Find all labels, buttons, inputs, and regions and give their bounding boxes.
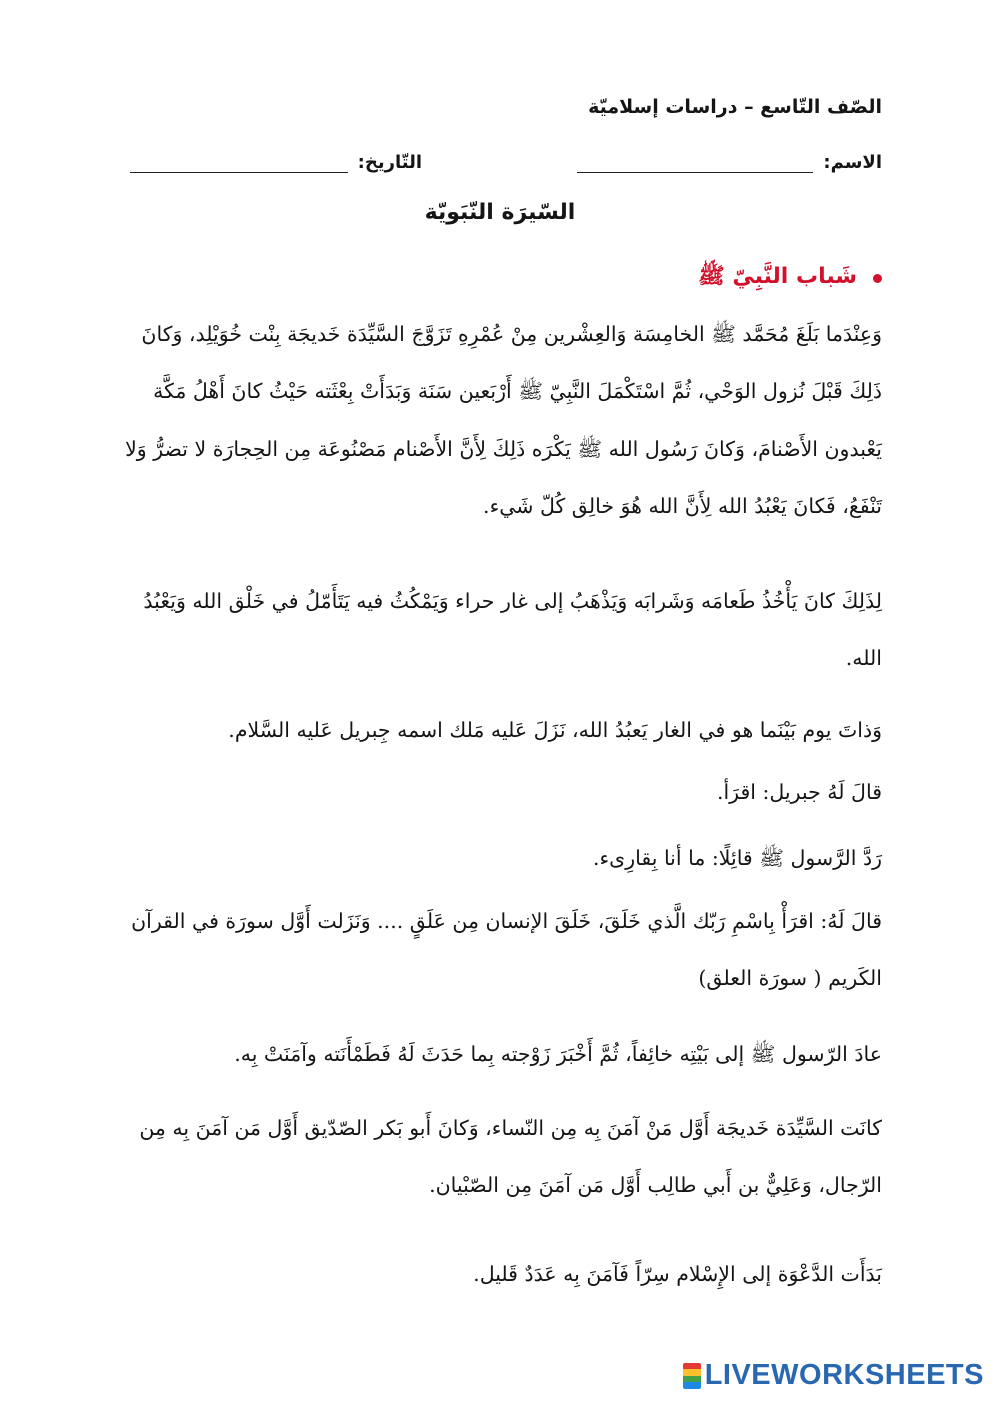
page-title: السّيرَة النّبَويّة: [424, 200, 576, 225]
name-input-line[interactable]: [577, 150, 813, 173]
liveworksheets-logo: [683, 1359, 984, 1392]
section-heading: [698, 262, 882, 294]
worksheet-header-title: الصّف التّاسع – دراسات إسلاميّة: [588, 96, 882, 118]
date-label: التّاريخ:: [357, 152, 422, 173]
paragraph-8: كانَت السَّيِّدَة خَديجَة أَوَّل مَنْ آمَنَ بِه مِن النّساء، وَكانَ أَبو بَكر الصّدّيق أَوَّل مَن آمَنَ بِه مِن الرّجال، وَعَلِيٌّ بن أَبي طالِب أَوَّل مَن آمَنَ مِن الصّبْيان.: [139, 1116, 882, 1198]
paragraph-4: قالَ لَهُ جبريل: اقرَأ.: [716, 780, 882, 804]
date-field: [130, 150, 422, 173]
name-label: الاسم:: [823, 152, 882, 173]
name-field: [577, 150, 882, 173]
paragraph-3: وَذاتَ يوم بَيْنَما هو في الغار يَعبُدُ الله، نَزَلَ عَليه مَلك اسمه جِبريل عَليه السَّلام.: [228, 718, 882, 742]
paragraph-9: بَدَأَت الدَّعْوَة إلى الإِسْلام سِرّاً فَآمَنَ بِه عَدَدٌ قَليل.: [473, 1262, 882, 1286]
bullet-icon: [873, 274, 882, 283]
liveworksheets-icon: [683, 1363, 701, 1389]
paragraph-7: عادَ الرّسول ﷺ إلى بَيْتِه خائِفاً، ثُمَّ أَخْبَرَ زَوْجته بِما حَدَثَ لَهُ فَطَمْأَنَته وآمَنَتْ بِه.: [234, 1042, 882, 1066]
paragraph-5: رَدَّ الرَّسول ﷺ قائِلًا: ما أنا بِقارِىء.: [593, 846, 882, 870]
liveworksheets-brand-text: LIVEWORKSHEETS: [704, 1359, 984, 1391]
paragraph-1: وَعِنْدَما بَلَغَ مُحَمَّد ﷺ الخامِسَة وَالعِشْرين مِنْ عُمْرِهِ تَزَوَّجَ السَّيِّدَة خَديجَة بِنْت خُوَيْلِد، وَكانَ ذَلِكَ قَبْلَ نُزول الوَحْي، ثُمَّ اسْتَكْمَلَ النَّبِيّ ﷺ أَرْبَعين سَنَة وَبَدَأَتْ بِعْثَته حَيْثُ كانَ أَهْلُ مَكَّة يَعْبدون الأَصْنامَ، وَكانَ رَسُول الله ﷺ يَكْرَه ذَلِكَ لِأَنَّ الأَصْنام مَصْنُوعَة مِن الحِجارَة لا تضرُّ وَلا تَنْفَعُ، فَكانَ يَعْبُدُ الله لِأَنَّ الله هُوَ خالِق كُلّ شَيء.: [125, 322, 882, 519]
student-info-row: [120, 150, 882, 182]
date-input-line[interactable]: [130, 150, 348, 173]
section-heading-text: شَباب النَّبِيّ ﷺ: [698, 264, 857, 289]
paragraph-6: قالَ لَهُ: اقرَأْ بِاسْمِ رَبّك الَّذي خَلَقَ، خَلَقَ الإنسان مِن عَلَقٍ .... وَنَزَلت أَوَّل سورَة في القرآن الكَريم ( سورَة العلق): [131, 909, 882, 991]
paragraph-2: لِذَلِكَ كانَ يَأْخُذُ طَعامَه وَشَرابَه وَيَذْهَبُ إلى غار حراء وَيَمْكُثُ فيه يَتَأَمّلُ في خَلْق الله وَيَعْبُدُ الله.: [143, 589, 882, 671]
